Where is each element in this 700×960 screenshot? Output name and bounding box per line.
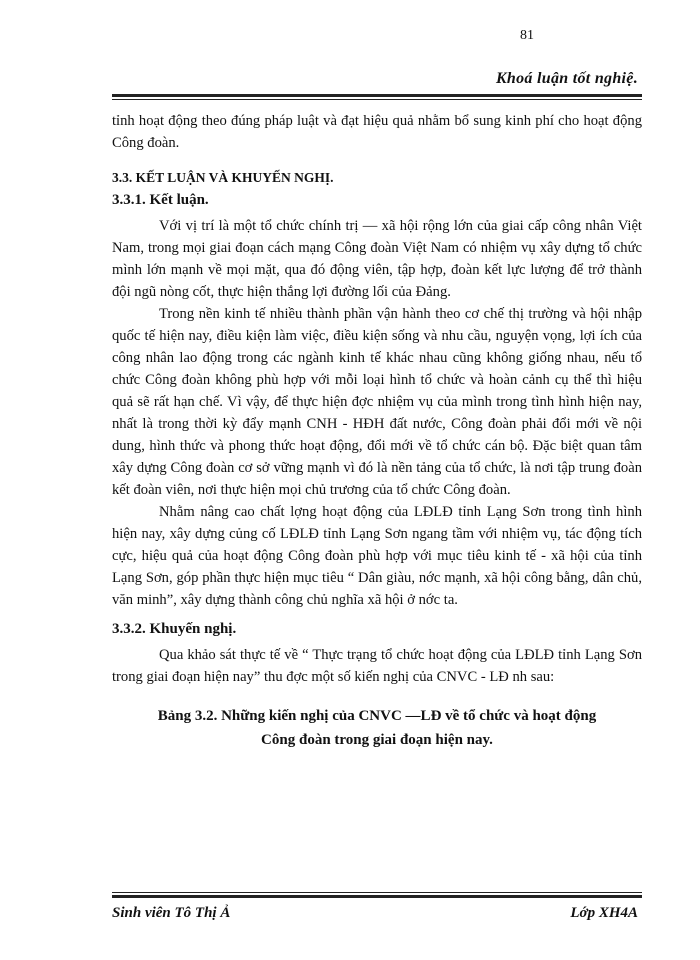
header-divider bbox=[112, 94, 642, 100]
footer-author: Sinh viên Tô Thị Ả bbox=[112, 905, 231, 921]
paragraph-3: Nhằm nâng cao chất lợng hoạt động của LĐLĐ tỉnh Lạng Sơn trong tình hình hiện nay, xây dựng củng cố LĐLĐ tỉnh Lạng Sơn ngang tầm với nhiệm vụ, tác động tích cực, hiệu quả của hoạt động Công đoàn phù hợp với mục tiêu kinh tế - xã hội của tỉnh Lạng Sơn, góp phần thực hiện mục tiêu “ Dân giàu, nớc mạnh, xã hội công bằng, dân chủ, văn minh”, xây dựng thành công chủ nghĩa xã hội ở nớc ta. bbox=[112, 504, 642, 608]
page-body bbox=[112, 110, 642, 752]
subsection-heading-conclusion: 3.3.1. Kết luận. bbox=[112, 192, 209, 208]
section-heading: 3.3. KẾT LUẬN VÀ KHUYẾN NGHỊ. bbox=[112, 170, 334, 185]
table-title-line-1: Bảng 3.2. Những kiến nghị của CNVC —LĐ về tổ chức và hoạt động bbox=[157, 708, 597, 724]
page-number: 81 bbox=[520, 28, 534, 43]
paragraph-4: Qua khảo sát thực tế về “ Thực trạng tổ chức hoạt động của LĐLĐ tỉnh Lạng Sơn trong giai đoạn hiện nay” thu đợc một số kiến nghị của CNVC - LĐ nh sau: bbox=[112, 647, 642, 685]
footer-divider bbox=[112, 892, 642, 898]
paragraph-1: Với vị trí là một tổ chức chính trị — xã hội rộng lớn của giai cấp công nhân Việt Nam, trong mọi giai đoạn cách mạng Công đoàn Việt Nam có nhiệm vụ xây dựng tổ chức mình lớn mạnh về mọi mặt, qua đó động viên, tập hợp, đoàn kết lực lượng để trở thành đội ngũ nòng cốt, thực hiện thắng lợi đường lối của Đảng. bbox=[112, 218, 642, 300]
table-title-line-2: Công đoàn trong giai đoạn hiện nay. bbox=[261, 732, 493, 748]
subsection-heading-recommendations: 3.3.2. Khuyến nghị. bbox=[112, 621, 237, 637]
header-title: Khoá luận tốt nghiệ. bbox=[495, 70, 638, 87]
paragraph-2: Trong nền kinh tế nhiều thành phần vận hành theo cơ chế thị trường và hội nhập quốc tế hiện nay, điều kiện làm việc, điều kiện sống và nhu cầu, nguyện vọng, lợi ích của công nhân lao động trong các ngành kinh tế khác nhau cũng không giống nhau, nếu tổ chức Công đoàn không phù hợp với mỗi loại hình tổ chức và hoàn cảnh cụ thể thì hiệu quả sẽ rất hạn chế. Vì vậy, để thực hiện đợc nhiệm vụ của mình trong tình hình hiện nay, nhất là trong thời kỳ đẩy mạnh CNH - HĐH đất nước, Công đoàn phải đổi mới về nội dung, hình thức và phong thức hoạt động, đổi mới về tổ chức cán bộ. Đặc biệt quan tâm xây dựng Công đoàn cơ sở vững mạnh vì đó là nền tảng của tổ chức, là nơi tập trung đoàn kết đoàn viên, nơi thực hiện mọi chủ trương của tổ chức Công đoàn. bbox=[112, 306, 642, 498]
footer-class: Lớp XH4A bbox=[570, 905, 638, 921]
paragraph-continuation: tỉnh hoạt động theo đúng pháp luật và đạt hiệu quả nhằm bổ sung kinh phí cho hoạt động Công đoàn. bbox=[112, 113, 642, 151]
table-title bbox=[112, 704, 642, 752]
